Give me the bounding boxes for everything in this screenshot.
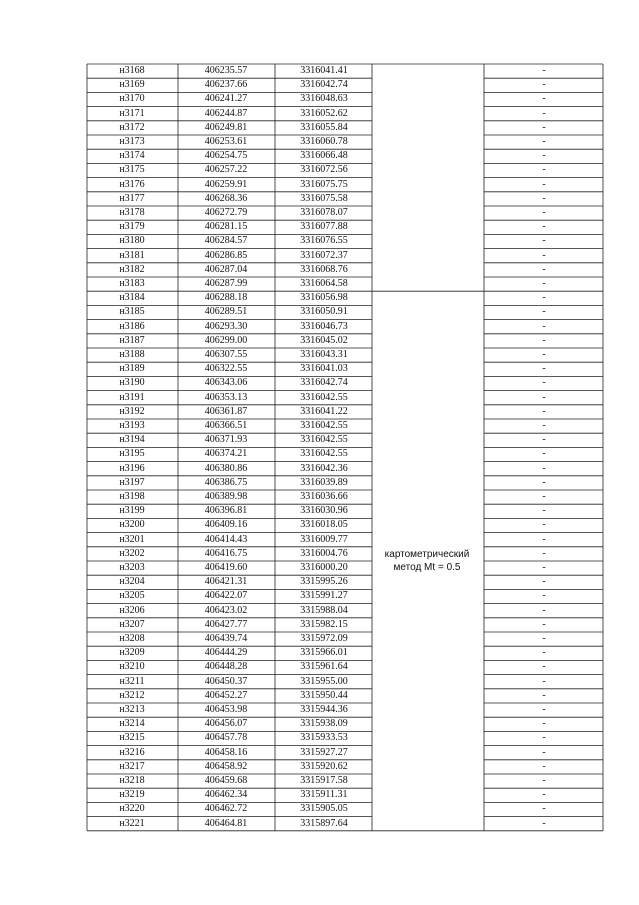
x-coordinate: 406464.81 <box>204 817 248 829</box>
y-coordinate: 3316050.91 <box>300 306 348 318</box>
y-coordinate: 3315955.00 <box>300 675 348 687</box>
y-coordinate: 3315944.36 <box>300 704 348 715</box>
x-coordinate: 406458.16 <box>204 746 248 758</box>
x-coordinate: 406374.21 <box>204 448 248 460</box>
y-coordinate: 3315991.27 <box>300 590 348 602</box>
accuracy-value: - <box>542 760 546 772</box>
point-id: н3214 <box>119 718 145 730</box>
point-id: н3179 <box>119 221 145 233</box>
point-id: н3180 <box>119 235 145 247</box>
point-id: н3171 <box>119 107 145 119</box>
y-coordinate: 3315897.64 <box>300 817 348 829</box>
point-id: н3186 <box>119 320 145 332</box>
accuracy-value: - <box>542 93 546 105</box>
accuracy-value: - <box>542 278 546 289</box>
accuracy-value: - <box>542 249 546 261</box>
point-id: н3215 <box>119 732 145 744</box>
x-coordinate: 406396.81 <box>204 505 248 517</box>
y-coordinate: 3316056.98 <box>300 292 348 304</box>
accuracy-value: - <box>542 604 546 616</box>
x-coordinate: 406386.75 <box>204 476 248 488</box>
y-coordinate: 3316009.77 <box>300 533 348 545</box>
x-coordinate: 406452.27 <box>204 689 248 701</box>
x-coordinate: 406307.55 <box>204 349 248 360</box>
y-coordinate: 3316042.55 <box>300 434 348 446</box>
x-coordinate: 406343.06 <box>204 377 248 389</box>
x-coordinate: 406450.37 <box>204 675 248 687</box>
accuracy-value: - <box>542 675 546 687</box>
point-id: н3221 <box>119 817 145 829</box>
accuracy-value: - <box>542 263 546 275</box>
accuracy-value: - <box>542 136 546 147</box>
x-coordinate: 406353.13 <box>204 391 248 403</box>
x-coordinate: 406409.16 <box>204 519 248 531</box>
point-id: н3201 <box>119 533 145 545</box>
y-coordinate: 3316041.03 <box>300 363 348 375</box>
accuracy-value: - <box>542 306 546 318</box>
accuracy-value: - <box>542 363 546 375</box>
point-id: н3169 <box>119 79 145 91</box>
accuracy-value: - <box>542 817 546 829</box>
x-coordinate: 406293.30 <box>204 320 248 332</box>
x-coordinate: 406253.61 <box>204 136 248 147</box>
accuracy-value: - <box>542 491 546 502</box>
point-id: н3173 <box>119 136 145 147</box>
accuracy-value: - <box>542 79 546 91</box>
point-id: н3183 <box>119 278 145 289</box>
accuracy-value: - <box>542 732 546 744</box>
x-coordinate: 406389.98 <box>204 491 248 502</box>
point-id: н3170 <box>119 93 145 105</box>
accuracy-value: - <box>542 150 546 162</box>
y-coordinate: 3316004.76 <box>300 547 348 559</box>
y-coordinate: 3315911.31 <box>300 789 348 801</box>
x-coordinate: 406286.85 <box>204 249 248 261</box>
x-coordinate: 406281.15 <box>204 221 248 233</box>
accuracy-value: - <box>542 633 546 644</box>
x-coordinate: 406241.27 <box>204 93 248 105</box>
accuracy-value: - <box>542 533 546 545</box>
accuracy-value: - <box>542 746 546 758</box>
y-coordinate: 3316042.74 <box>300 377 348 389</box>
point-id: н3198 <box>119 491 145 502</box>
y-coordinate: 3316078.07 <box>300 207 348 218</box>
x-coordinate: 406322.55 <box>204 363 248 375</box>
x-coordinate: 406284.57 <box>204 235 248 247</box>
accuracy-value: - <box>542 789 546 801</box>
x-coordinate: 406444.29 <box>204 647 248 659</box>
point-id: н3203 <box>119 562 145 573</box>
x-coordinate: 406366.51 <box>204 420 248 431</box>
y-coordinate: 3316030.96 <box>300 505 348 517</box>
point-id: н3192 <box>119 405 145 417</box>
point-id: н3197 <box>119 476 145 488</box>
y-coordinate: 3315961.64 <box>300 661 348 673</box>
x-coordinate: 406427.77 <box>204 618 248 630</box>
y-coordinate: 3316036.66 <box>300 491 348 502</box>
accuracy-value: - <box>542 434 546 446</box>
point-id: н3200 <box>119 519 145 531</box>
y-coordinate: 3316042.55 <box>300 420 348 431</box>
y-coordinate: 3316048.63 <box>300 93 348 105</box>
y-coordinate: 3315950.44 <box>300 689 348 701</box>
accuracy-value: - <box>542 647 546 659</box>
x-coordinate: 406416.75 <box>204 547 248 559</box>
point-id: н3208 <box>119 633 145 644</box>
point-id: н3217 <box>119 760 145 772</box>
x-coordinate: 406380.86 <box>204 462 248 474</box>
accuracy-value: - <box>542 689 546 701</box>
y-coordinate: 3316043.31 <box>300 349 348 360</box>
accuracy-value: - <box>542 547 546 559</box>
x-coordinate: 406289.51 <box>204 306 248 318</box>
accuracy-value: - <box>542 476 546 488</box>
point-id: н3191 <box>119 391 145 403</box>
accuracy-value: - <box>542 178 546 190</box>
accuracy-value: - <box>542 775 546 786</box>
method-line-1: картометрический <box>384 549 470 560</box>
x-coordinate: 406249.81 <box>204 121 248 133</box>
y-coordinate: 3316042.36 <box>300 462 348 474</box>
accuracy-value: - <box>542 192 546 204</box>
x-coordinate: 406268.36 <box>204 192 248 204</box>
y-coordinate: 3316045.02 <box>300 334 348 346</box>
accuracy-value: - <box>542 405 546 417</box>
y-coordinate: 3316055.84 <box>300 121 348 133</box>
y-coordinate: 3316041.41 <box>300 65 348 76</box>
y-coordinate: 3315966.01 <box>300 647 348 659</box>
x-coordinate: 406422.07 <box>204 590 248 602</box>
point-id: н3204 <box>119 576 145 588</box>
x-coordinate: 406244.87 <box>204 107 248 119</box>
point-id: н3211 <box>119 675 145 687</box>
accuracy-value: - <box>542 803 546 815</box>
accuracy-value: - <box>542 661 546 673</box>
accuracy-value: - <box>542 462 546 474</box>
point-id: н3209 <box>119 647 145 659</box>
x-coordinate: 406458.92 <box>204 760 248 772</box>
point-id: н3182 <box>119 263 145 275</box>
x-coordinate: 406287.99 <box>204 278 248 289</box>
accuracy-value: - <box>542 235 546 247</box>
x-coordinate: 406235.57 <box>204 65 248 76</box>
y-coordinate: 3316072.56 <box>300 164 348 176</box>
accuracy-value: - <box>542 349 546 360</box>
accuracy-value: - <box>542 618 546 630</box>
x-coordinate: 406288.18 <box>204 292 248 304</box>
point-id: н3220 <box>119 803 145 815</box>
x-coordinate: 406259.91 <box>204 178 248 190</box>
point-id: н3189 <box>119 363 145 375</box>
x-coordinate: 406414.43 <box>204 533 248 545</box>
point-id: н3193 <box>119 420 145 431</box>
y-coordinate: 3316075.75 <box>300 178 348 190</box>
accuracy-value: - <box>542 164 546 176</box>
x-coordinate: 406299.00 <box>204 334 248 346</box>
y-coordinate: 3316046.73 <box>300 320 348 332</box>
point-id: н3190 <box>119 377 145 389</box>
accuracy-value: - <box>542 704 546 715</box>
y-coordinate: 3315933.53 <box>300 732 348 744</box>
y-coordinate: 3316068.76 <box>300 263 348 275</box>
x-coordinate: 406272.79 <box>204 207 248 218</box>
method-note <box>372 548 482 574</box>
point-id: н3185 <box>119 306 145 318</box>
point-id: н3202 <box>119 547 145 559</box>
accuracy-value: - <box>542 718 546 730</box>
accuracy-value: - <box>542 320 546 332</box>
x-coordinate: 406439.74 <box>204 633 248 644</box>
y-coordinate: 3316000.20 <box>300 562 348 573</box>
y-coordinate: 3316039.89 <box>300 476 348 488</box>
x-coordinate: 406254.75 <box>204 150 248 162</box>
point-id: н3176 <box>119 178 145 190</box>
y-coordinate: 3316042.55 <box>300 448 348 460</box>
point-id: н3177 <box>119 192 145 204</box>
y-coordinate: 3316041.22 <box>300 405 348 417</box>
accuracy-value: - <box>542 334 546 346</box>
y-coordinate: 3316066.48 <box>300 150 348 162</box>
y-coordinate: 3315972.09 <box>300 633 348 644</box>
y-coordinate: 3316077.88 <box>300 221 348 233</box>
x-coordinate: 406361.87 <box>204 405 248 417</box>
accuracy-value: - <box>542 590 546 602</box>
accuracy-value: - <box>542 221 546 233</box>
accuracy-value: - <box>542 65 546 76</box>
y-coordinate: 3315988.04 <box>300 604 348 616</box>
point-id: н3188 <box>119 349 145 360</box>
accuracy-value: - <box>542 207 546 218</box>
point-id: н3216 <box>119 746 145 758</box>
y-coordinate: 3316075.58 <box>300 192 348 204</box>
x-coordinate: 406423.02 <box>204 604 248 616</box>
point-id: н3213 <box>119 704 145 715</box>
point-id: н3195 <box>119 448 145 460</box>
accuracy-value: - <box>542 391 546 403</box>
point-id: н3196 <box>119 462 145 474</box>
x-coordinate: 406457.78 <box>204 732 248 744</box>
method-line-2: метод Mt = 0.5 <box>393 562 461 573</box>
point-id: н3175 <box>119 164 145 176</box>
point-id: н3184 <box>119 292 145 304</box>
accuracy-value: - <box>542 420 546 431</box>
accuracy-value: - <box>542 519 546 531</box>
y-coordinate: 3316042.55 <box>300 391 348 403</box>
x-coordinate: 406453.98 <box>204 704 248 715</box>
x-coordinate: 406459.68 <box>204 775 248 786</box>
x-coordinate: 406287.04 <box>204 263 248 275</box>
x-coordinate: 406237.66 <box>204 79 248 91</box>
x-coordinate: 406462.72 <box>204 803 248 815</box>
y-coordinate: 3315905.05 <box>300 803 348 815</box>
point-id: н3194 <box>119 434 145 446</box>
point-id: н3206 <box>119 604 145 616</box>
accuracy-value: - <box>542 292 546 304</box>
y-coordinate: 3315917.58 <box>300 775 348 786</box>
x-coordinate: 406462.34 <box>204 789 248 801</box>
x-coordinate: 406419.60 <box>204 562 248 573</box>
y-coordinate: 3316060.78 <box>300 136 348 147</box>
accuracy-value: - <box>542 107 546 119</box>
point-id: н3218 <box>119 775 145 786</box>
y-coordinate: 3316018.05 <box>300 519 348 531</box>
x-coordinate: 406456.07 <box>204 718 248 730</box>
point-id: н3219 <box>119 789 145 801</box>
x-coordinate: 406371.93 <box>204 434 248 446</box>
y-coordinate: 3315995.26 <box>300 576 348 588</box>
point-id: н3181 <box>119 249 145 261</box>
x-coordinate: 406257.22 <box>204 164 248 176</box>
point-id: н3212 <box>119 689 145 701</box>
point-id: н3210 <box>119 661 145 673</box>
y-coordinate: 3316042.74 <box>300 79 348 91</box>
point-id: н3207 <box>119 618 145 630</box>
y-coordinate: 3316064.58 <box>300 278 348 289</box>
accuracy-value: - <box>542 448 546 460</box>
y-coordinate: 3316072.37 <box>300 249 348 261</box>
point-id: н3187 <box>119 334 145 346</box>
y-coordinate: 3315982.15 <box>300 618 348 630</box>
y-coordinate: 3315920.62 <box>300 760 348 772</box>
point-id: н3199 <box>119 505 145 517</box>
x-coordinate: 406448.28 <box>204 661 248 673</box>
point-id: н3168 <box>119 65 145 76</box>
y-coordinate: 3316076.55 <box>300 235 348 247</box>
y-coordinate: 3316052.62 <box>300 107 348 119</box>
accuracy-value: - <box>542 505 546 517</box>
accuracy-value: - <box>542 576 546 588</box>
point-id: н3178 <box>119 207 145 218</box>
x-coordinate: 406421.31 <box>204 576 248 588</box>
accuracy-value: - <box>542 121 546 133</box>
point-id: н3205 <box>119 590 145 602</box>
y-coordinate: 3315927.27 <box>300 746 348 758</box>
accuracy-value: - <box>542 562 546 573</box>
y-coordinate: 3315938.09 <box>300 718 348 730</box>
accuracy-value: - <box>542 377 546 389</box>
point-id: н3174 <box>119 150 145 162</box>
point-id: н3172 <box>119 121 145 133</box>
